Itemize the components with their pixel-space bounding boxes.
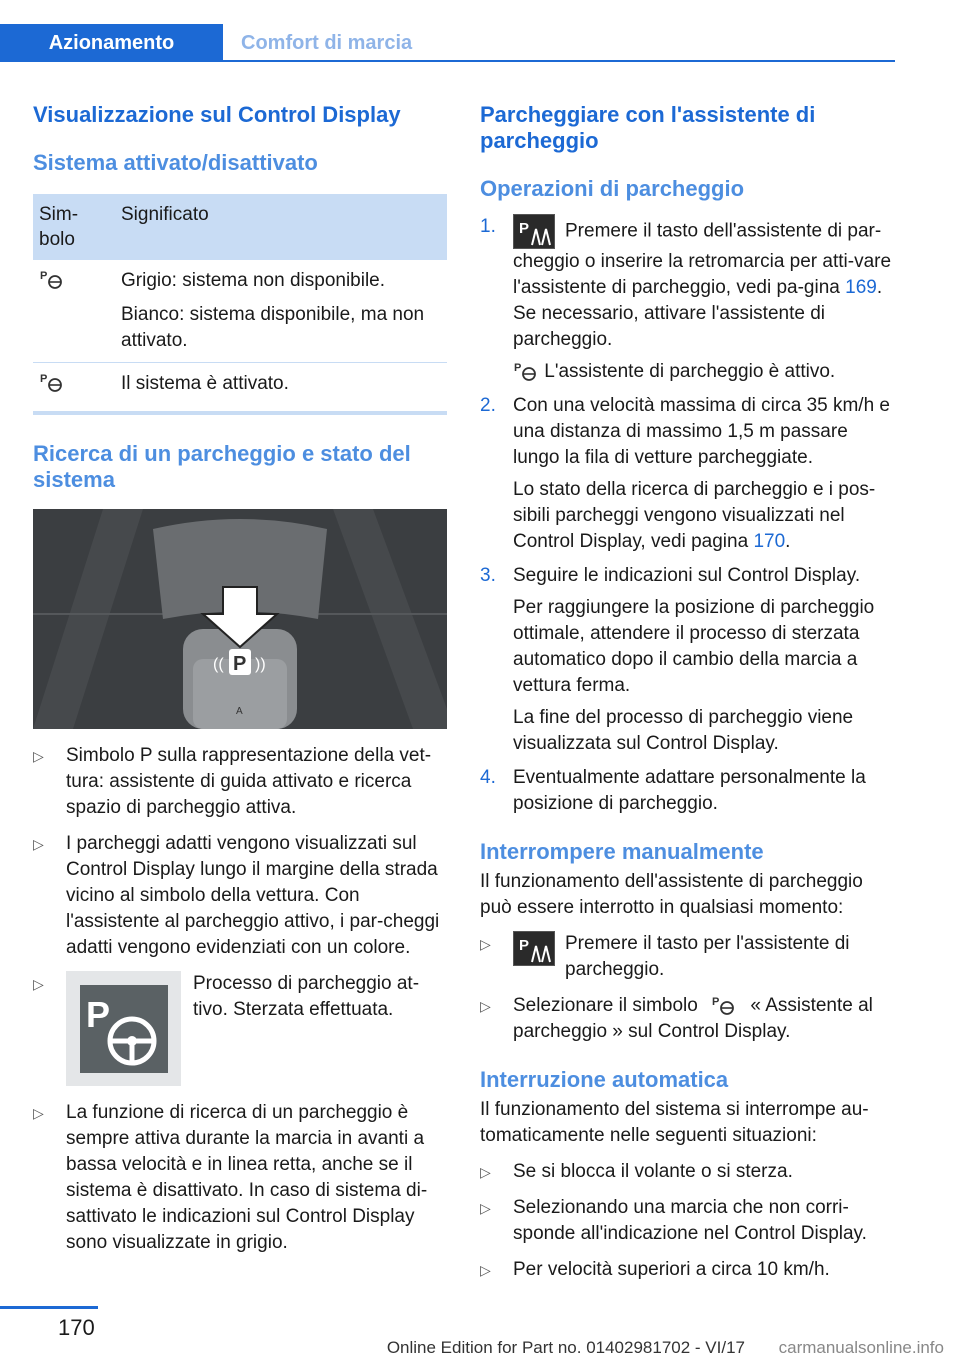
symbol-table [33,194,447,415]
svg-text:P: P [85,993,110,1035]
bullet-triangle-icon: ▷ [480,936,491,952]
meaning-gray: Grigio: sistema non disponibile. [121,270,386,291]
table-cell-symbol [33,260,115,363]
heading-parking-search: Ricerca di un parcheggio e stato del sistema [33,441,411,492]
svg-text:P: P [519,937,530,954]
step-subtext-part: Lo stato della ricerca di parcheggio e i pos-sibili parcheggi vengono visualizzati nel Control Display, vedi pagina [513,479,876,552]
park-assist-active-icon [513,360,539,384]
park-assist-gray-icon [39,268,65,292]
control-display-image [33,509,447,729]
bullet-triangle-icon: ▷ [33,836,44,852]
table-cell-meaning [115,260,447,363]
svg-text:A: A [236,706,243,717]
step-item [480,563,895,757]
heading-park-with-assistant: Parcheggiare con l'assistente di parcheggio [480,102,816,153]
svg-text:P: P [40,270,48,282]
bullet-text-part: Premere il tasto per l'assistente di parcheggio. [565,933,850,980]
step-subtext: La fine del processo di parcheggio viene visualizzata sul Control Display. [513,707,854,754]
svg-text:P: P [40,373,48,385]
list-item [33,1100,447,1256]
heading-system-status: Sistema attivato/disattivato [33,150,318,175]
tab-comfort-di-marcia[interactable]: Comfort di marcia [241,32,413,54]
parking-scene-illustration [33,509,447,729]
heading-parking-operations: Operazioni di parcheggio [480,176,745,201]
heading-manual-interrupt: Interrompere manualmente [480,839,764,864]
step-number: 1. [480,216,496,237]
step-item [480,393,895,555]
list-item [480,1159,895,1185]
step-text: Eventualmente adattare personalmente la posizione di parcheggio. [513,767,866,814]
bullet-triangle-icon: ▷ [33,976,44,992]
parking-steering-image [66,971,181,1086]
bullet-text-part: « Assistente al parcheggio » sul Control Display. [513,995,873,1042]
list-item [480,931,895,983]
page-link-170[interactable]: 170 [753,531,786,552]
step-subtext-part: . [785,531,791,552]
step-subtext [513,359,895,385]
step-text-part: Premere il tasto dell'assistente di par-cheggio o inserire la retromarcia per atti-vare l'assistente di parcheggio, vedi pa-gina [513,220,892,298]
table-header-meaning: Significato [115,194,447,260]
meaning-white: Bianco: sistema disponibile, ma non attivato. [121,304,425,351]
step-text-part: . Se necessario, attivare l'assistente di parcheggio. [513,277,883,350]
step-subtext [513,477,895,555]
step-subtext-label: L'assistente di parcheggio è attivo. [544,361,836,382]
list-item [480,1257,895,1283]
svg-text:P: P [519,220,530,237]
bullet-triangle-icon: ▷ [480,1262,491,1278]
step-text [513,393,895,555]
step-number: 3. [480,565,496,586]
svg-text:P: P [712,995,720,1008]
parking-steering-icon [80,985,168,1073]
svg-text:P: P [233,653,247,675]
page-number: 170 [58,1315,95,1340]
watermark: carmanualsonline.info [778,1338,944,1357]
bullet-triangle-icon: ▷ [480,998,491,1014]
bullet-text-part: Selezionare il simbolo [513,995,698,1016]
heading-control-display: Visualizzazione sul Control Display [33,102,401,127]
bullet-text: Simbolo P sulla rappresentazione della vet-tura: assistente di guida attivato e ricerca spazio di parcheggio attiva. [66,745,432,818]
header-divider [0,60,895,62]
step-text-part: Con una velocità massima di circa 35 km/h e una distanza di massimo 1,5 m passare lungo la fila di vetture parcheggiate. [513,395,890,468]
step-item [480,765,895,817]
park-assist-button-icon [513,214,555,249]
tab-azionamento[interactable]: Azionamento [0,24,223,62]
svg-text:P: P [514,361,522,374]
park-assist-active-icon [39,371,65,395]
table-header-symbol: Sim- bolo [33,194,115,260]
bullet-text: Processo di parcheggio at-tivo. Sterzata effettuata. [193,973,420,1020]
bullet-text [513,931,895,983]
svg-text:((: (( [213,656,224,673]
table-cell-meaning [115,363,447,414]
left-column [33,100,447,1256]
list-item [33,831,447,961]
park-assist-symbol-icon [709,994,739,1018]
right-column [480,100,895,1283]
step-number: 2. [480,395,496,416]
bullet-text: Per velocità superiori a circa 10 km/h. [513,1259,830,1280]
park-assist-button-icon [513,931,555,966]
meaning-active: Il sistema è attivato. [121,373,289,394]
page-link-169[interactable]: 169 [845,277,877,298]
bullet-triangle-icon: ▷ [33,748,44,764]
bullet-text: I parcheggi adatti vengono visualizzati sul Control Display lungo il margine della strada vicino al simbolo della vettura. Con l'assistente al parcheggio attivo, i par-cheggi adatti vengono evidenziati con un colore. [66,833,440,958]
bullet-text [513,993,895,1045]
bullet-triangle-icon: ▷ [480,1200,491,1216]
bullet-with-image [66,971,447,1086]
manual-intro: Il funzionamento dell'assistente di parcheggio può essere interrotto in qualsiasi momento: [480,871,863,918]
step-text [513,563,895,757]
table-cell-symbol [33,363,115,414]
list-item [480,1195,895,1247]
list-item [33,971,447,1086]
bullet-text: Selezionando una marcia che non corri-sponde all'indicazione nel Control Display. [513,1197,867,1244]
bullet-triangle-icon: ▷ [33,1105,44,1121]
bullet-text: Se si blocca il volante o si sterza. [513,1161,793,1182]
step-number: 4. [480,767,496,788]
step-subtext: Per raggiungere la posizione di parcheggio ottimale, attendere il processo di sterzata automatico dopo il cambio della marcia a vettura ferma. [513,597,875,696]
list-item [33,743,447,821]
bullet-triangle-icon: ▷ [480,1164,491,1180]
step-text [513,214,895,385]
step-item [480,214,895,385]
edition-info: Online Edition for Part no. 01402981702 - VI/17 [386,1338,745,1357]
svg-text:)): )) [255,656,266,673]
heading-auto-interrupt: Interruzione automatica [480,1067,729,1092]
list-item [480,993,895,1045]
auto-intro: Il funzionamento del sistema si interrompe au-tomaticamente nelle seguenti situazioni: [480,1099,869,1146]
bullet-text: La funzione di ricerca di un parcheggio è sempre attiva durante la marcia in avanti a bassa velocità e in linea retta, anche se il sistema è disattivato. In caso di sistema di-sattivato le indicazioni sul Control Display sono visualizzate in grigio. [66,1102,428,1253]
step-text-part: Seguire le indicazioni sul Control Display. [513,565,861,586]
footer-divider [0,1306,98,1309]
